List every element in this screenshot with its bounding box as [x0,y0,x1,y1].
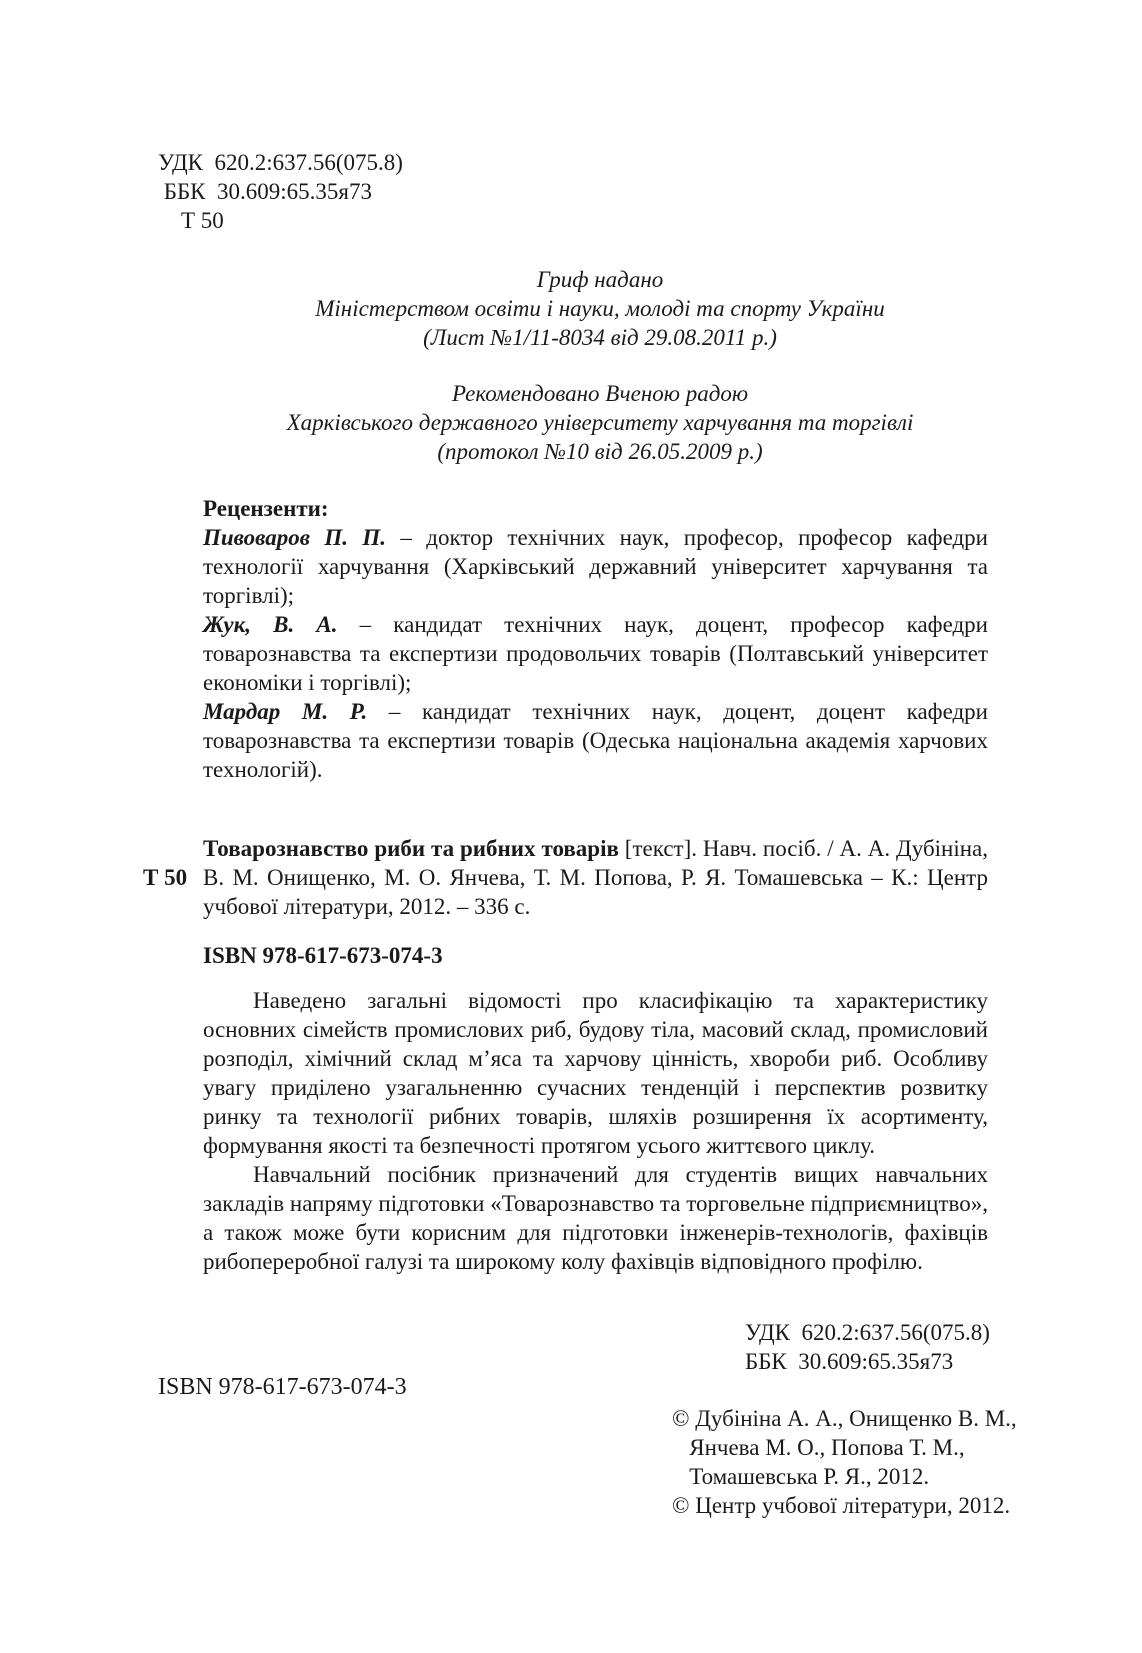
reviewer-item [203,610,988,697]
recommended-line-1: Рекомендовано Вченою радою [451,381,749,406]
reviewer-item [203,697,988,784]
council-recommendation [210,379,990,466]
annotation-paragraph-1: Наведено загальні відомості про класифікацію та характеристику основних сімейств промислових риб, будову тіла, масовий склад, промисловий розподіл, хімічний склад м’яса та харчову цінність, хвороби риб. Особливу увагу приділено узагальненню сучасних тенденцій і перспектив розвитку ринку та технології рибних товарів, шляхів розширення їх асортименту, формування якості та безпечності протягом усього життєвого циклу. [203,988,988,1158]
header-classification-codes [158,148,403,235]
copyright-line-3: Томашевська Р. Я., 2012. [672,1464,930,1489]
annotation [203,986,988,1276]
bibliographic-description [203,834,988,921]
reviewer-description: – доктор технічних наук, професор, професор кафедри технології харчування (Харківський державний університет харчування та торгівлі); [203,525,988,608]
grif-line-3: (Лист №1/11-8034 від 29.08.2011 р.) [423,325,777,350]
bbk-code: ББК 30.609:65.35я73 [158,179,372,204]
isbn-plain: ISBN 978-617-673-074-3 [158,1374,407,1400]
recommended-line-3: (протокол №10 від 26.05.2009 р.) [437,439,763,464]
book-title: Товарознавство риби та рибних товарів [203,836,619,861]
reviewer-description: – кандидат технічних наук, доцент, професор кафедри товарознавства та експертизи продовольчих товарів (Полтавський університет економіки і торгівлі); [203,612,988,695]
grif-line-1: Гриф надано [536,267,664,292]
copyright-block [672,1404,1017,1520]
isbn-bold: ISBN 978-617-673-074-3 [203,943,443,968]
reviewer-name: Жук, В. А. [203,612,338,637]
footer-classification-codes [745,1318,990,1376]
reviewer-item [203,523,988,610]
footer-udk-code: УДК 620.2:637.56(075.8) [745,1320,990,1345]
bibliographic-details: [текст]. Навч. посіб. / А. А. Дубініна, В. М. Онищенко, М. О. Янчева, Т. М. Попова, Р. Я. Томашевська – К.: Центр учбової літератури, 2012. – 336 с. [203,836,988,919]
catalog-mark: Т 50 [143,865,188,890]
reviewers-section [203,494,988,784]
author-mark: Т 50 [158,208,224,233]
recommended-line-2: Харківського державного університету харчування та торгівлі [286,410,914,435]
footer-bbk-code: ББК 30.609:65.35я73 [745,1349,954,1374]
reviewers-heading: Рецензенти: [203,496,329,521]
udk-code: УДК 620.2:637.56(075.8) [158,150,403,175]
annotation-paragraph-2: Навчальний посібник призначений для студентів вищих навчальних закладів напряму підготовки «Товарознавство та торговельне підприємництво», а також може бути корисним для підготовки інженерів-технологів, фахівців рибопереробної галузі та широкому колу фахівців відповідного профілю. [203,1162,988,1274]
reviewer-description: – кандидат технічних наук, доцент, доцент кафедри товарознавства та експертизи товарів (Одеська національна академія харчових технологій). [203,699,988,782]
grif-line-2: Міністерством освіти і науки, молоді та спорту України [315,296,885,321]
copyright-line-4: © Центр учбової літератури, 2012. [672,1493,1011,1518]
ministry-approval [210,265,990,352]
reviewer-name: Пивоваров П. П. [203,525,387,550]
reviewer-name: Мардар М. Р. [203,699,368,724]
bibliographic-record [203,834,988,921]
copyright-line-1: © Дубініна А. А., Онищенко В. М., [672,1406,1017,1431]
copyright-line-2: Янчева М. О., Попова Т. М., [672,1435,965,1460]
